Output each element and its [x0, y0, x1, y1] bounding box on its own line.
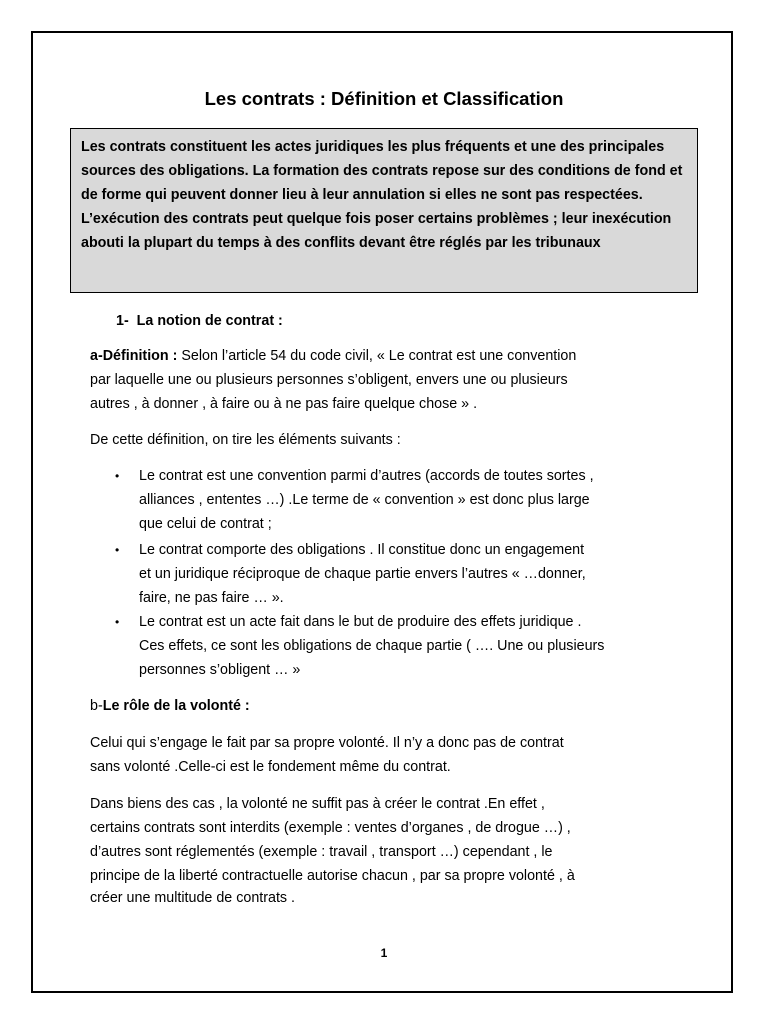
definition-text-1: Selon l’article 54 du code civil, « Le contrat est une convention: [177, 348, 577, 364]
para-1-line-2: sans volonté .Celle-ci est le fondement même du contrat.: [90, 759, 451, 775]
para-2-line-5: créer une multitude de contrats .: [90, 890, 296, 906]
bullet-icon: •: [115, 469, 120, 483]
section-1-number: 1-: [116, 313, 129, 329]
abstract-box: [70, 128, 698, 293]
para-2-line-4: principe de la liberté contractuelle autorise chacun , par sa propre volonté , à: [90, 868, 575, 884]
abstract-text: Les contrats constituent les actes juridiques les plus fréquents et une des principales sources des obligations. La formation des contrats repose sur des conditions de fond et de forme qui peuvent donner lieu à leur annulation si elles ne sont pas respectées. L’exécution des contrats peut quelque fois poser certains problèmes ; leur inexécution abouti la plupart du temps à des conflits devant être réglés par les tribunaux: [81, 139, 683, 251]
section-1-heading: [116, 311, 283, 331]
bullet-2-line-2: et un juridique réciproque de chaque partie envers l’autres « …donner,: [139, 566, 586, 582]
bullet-3-line-1: Le contrat est un acte fait dans le but de produire des effets juridique .: [139, 614, 582, 630]
section-b-heading: [90, 696, 250, 716]
bullet-2-line-3: faire, ne pas faire … ».: [139, 590, 284, 606]
para-2-line-1: Dans biens des cas , la volonté ne suffit pas à créer le contrat .En effet ,: [90, 796, 545, 812]
bullet-1-line-3: que celui de contrat ;: [139, 516, 272, 532]
section-b-prefix: b-: [90, 698, 103, 714]
definition-line-1: [90, 346, 576, 366]
definition-line-3: autres , à donner , à faire ou à ne pas faire quelque chose » .: [90, 396, 478, 412]
para-2-line-2: certains contrats sont interdits (exemple : ventes d’organes , de drogue …) ,: [90, 820, 571, 836]
definition-label: a-Définition :: [90, 348, 178, 364]
intro-text: De cette définition, on tire les éléments suivants :: [90, 432, 401, 448]
section-1-title: La notion de contrat :: [136, 313, 283, 329]
page-title: Les contrats : Définition et Classification: [204, 88, 564, 109]
para-1-line-1: Celui qui s’engage le fait par sa propre volonté. Il n’y a donc pas de contrat: [90, 735, 564, 751]
bullet-2-line-1: Le contrat comporte des obligations . Il constitue donc un engagement: [139, 542, 585, 558]
page-number: 1: [380, 946, 388, 960]
section-b-title: Le rôle de la volonté :: [102, 698, 250, 714]
bullet-1-line-2: alliances , ententes …) .Le terme de « convention » est donc plus large: [139, 492, 590, 508]
definition-line-2: par laquelle une ou plusieurs personnes s’obligent, envers une ou plusieurs: [90, 372, 568, 388]
bullet-icon: •: [115, 615, 120, 629]
bullet-3-line-2: Ces effets, ce sont les obligations de chaque partie ( …. Une ou plusieurs: [139, 638, 605, 654]
bullet-icon: •: [115, 543, 120, 557]
bullet-1-line-1: Le contrat est une convention parmi d’autres (accords de toutes sortes ,: [139, 468, 594, 484]
para-2-line-3: d’autres sont réglementés (exemple : travail , transport …) cependant , le: [90, 844, 553, 860]
bullet-3-line-3: personnes s’obligent … »: [139, 662, 301, 678]
